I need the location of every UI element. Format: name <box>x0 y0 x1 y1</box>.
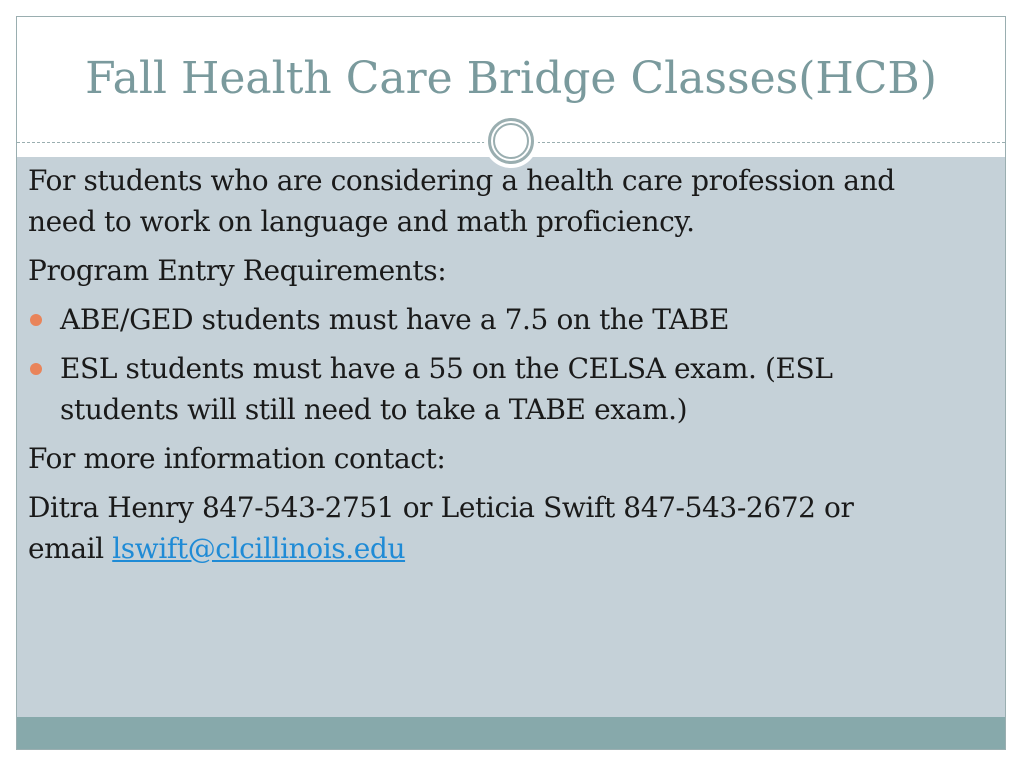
contact-paragraph <box>28 487 928 569</box>
inner-ring <box>493 123 529 159</box>
intro-text: For students who are considering a health care profession and need to work on language and math proficiency. <box>28 164 895 238</box>
contact-text: Ditra Henry 847-543-2751 or Leticia Swift 847-543-2672 or email <box>28 491 854 565</box>
bullet-text: ABE/GED students must have a 7.5 on the TABE <box>60 303 730 336</box>
list-item <box>28 299 928 340</box>
list-item <box>28 348 928 430</box>
footer-bar <box>17 717 1005 750</box>
email-link[interactable]: lswift@clcillinois.edu <box>112 532 406 565</box>
bullet-icon <box>30 363 42 375</box>
bullet-icon <box>30 314 42 326</box>
bullet-text: ESL students must have a 55 on the CELSA exam. (ESL students will still need to take a TABE exam.) <box>60 352 833 426</box>
requirements-heading: Program Entry Requirements: <box>28 254 447 287</box>
slide-title: Fall Health Care Bridge Classes(HCB) <box>85 53 937 104</box>
slide-content <box>28 160 928 577</box>
requirements-list <box>28 299 928 430</box>
contact-heading: For more information contact: <box>28 442 446 475</box>
